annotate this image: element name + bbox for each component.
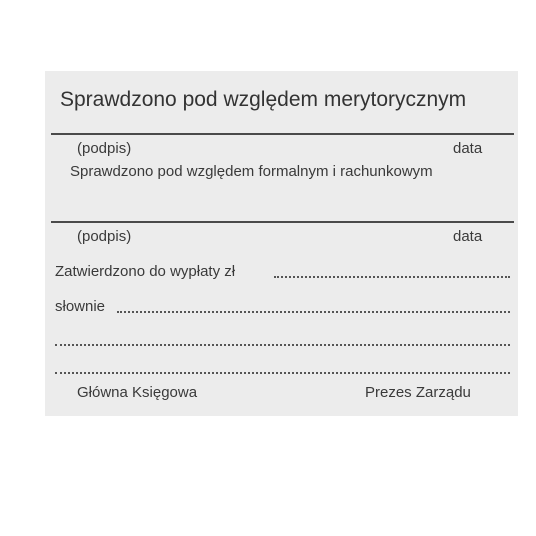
stamp-title: Sprawdzono pod względem merytorycznym bbox=[60, 88, 467, 111]
date-label-1: data bbox=[453, 140, 483, 157]
approval-stamp bbox=[45, 71, 518, 416]
signature-line-1 bbox=[51, 133, 514, 135]
signature-dotted-line bbox=[55, 372, 510, 374]
approved-amount-label: Zatwierdzono do wypłaty zł bbox=[55, 263, 236, 280]
amount-dotted-line bbox=[274, 276, 510, 278]
signature-label-1: (podpis) bbox=[77, 140, 132, 157]
date-label-2: data bbox=[453, 228, 483, 245]
stamp-subtitle: Sprawdzono pod względem formalnym i rachunkowym bbox=[70, 163, 433, 180]
words-dotted-line bbox=[117, 311, 510, 313]
signature-label-2: (podpis) bbox=[77, 228, 132, 245]
chief-accountant-label: Główna Księgowa bbox=[77, 384, 198, 401]
board-president-label: Prezes Zarządu bbox=[365, 384, 471, 401]
signature-line-2 bbox=[51, 221, 514, 223]
extra-dotted-line bbox=[55, 344, 510, 346]
amount-in-words-label: słownie bbox=[55, 298, 106, 315]
